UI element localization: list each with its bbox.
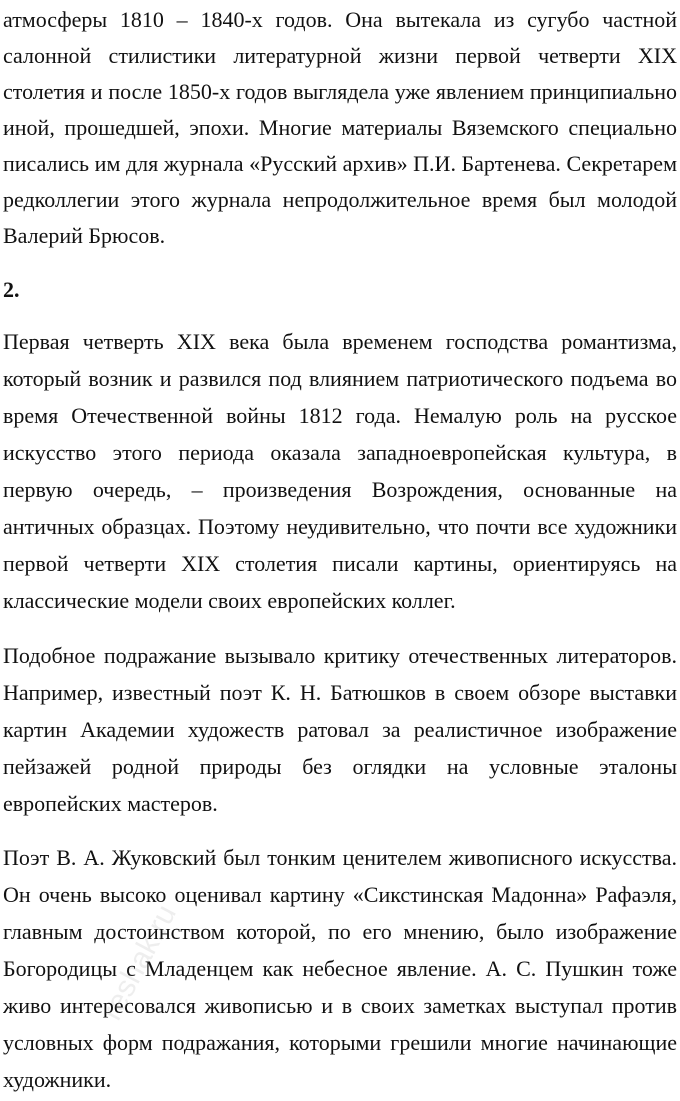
text-line: Он очень высоко оценивал картину «Сикстинская Мадонна» Рафаэля, <box>3 882 677 907</box>
text-line: пейзажей родной природы без оглядки на условные эталоны <box>3 754 677 779</box>
text-line: первой четверти XIX столетия писали картины, ориентируясь на <box>3 551 677 576</box>
text-line: античных образцах. Поэтому неудивительно, что почти все художники <box>3 514 677 539</box>
text-line: первую очередь, – произведения Возрождения, основанные на <box>3 477 677 502</box>
text-line: классические модели своих европейских коллег. <box>3 588 456 613</box>
text-line: европейских мастеров. <box>3 791 218 816</box>
text-line: атмосферы 1810 – 1840-х годов. Она вытекала из сугубо частной <box>3 7 677 32</box>
text-line: картин Академии художеств ратовал за реалистичное изображение <box>3 717 677 742</box>
text-line: условных форм подражания, которыми грешили многие начинающие <box>3 1030 677 1055</box>
text-line: искусство этого периода оказала западноевропейская культура, в <box>3 440 677 465</box>
text-line: время Отечественной войны 1812 года. Немалую роль на русское <box>3 403 677 428</box>
text-line: художники. <box>3 1067 112 1092</box>
watermark: reshak.ru <box>95 899 183 1026</box>
text-line: Например, известный поэт К. Н. Батюшков в своем обзоре выставки <box>3 680 677 705</box>
text-line: писались им для журнала «Русский архив» П.И. Бартенева. Секретарем <box>3 151 677 176</box>
text-line: который возник и развился под влиянием патриотического подъема во <box>3 366 677 391</box>
text-line: иной, прошедшей, эпохи. Многие материалы Вяземского специально <box>3 115 677 140</box>
text-line: столетия и после 1850-х годов выглядела уже явлением принципиально <box>3 79 677 104</box>
text-line: Подобное подражание вызывало критику отечественных литераторов. <box>3 643 677 668</box>
text-line: редколлегии этого журнала непродолжительное время был молодой <box>3 187 677 212</box>
text-line: салонной стилистики литературной жизни первой четверти XIX <box>3 43 677 68</box>
text-line: главным достоинством которой, по его мнению, было изображение <box>3 919 677 944</box>
text-line: Богородицы с Младенцем как небесное явление. А. С. Пушкин тоже <box>3 956 677 981</box>
text-line: Поэт В. А. Жуковский был тонким ценителем живописного искусства. <box>3 845 677 870</box>
text-line: Первая четверть XIX века была временем господства романтизма, <box>3 329 677 354</box>
text-line: живо интересовался живописью и в своих заметках выступал против <box>3 993 677 1018</box>
text-line: Валерий Брюсов. <box>3 223 166 248</box>
section-heading: 2. <box>3 277 20 302</box>
